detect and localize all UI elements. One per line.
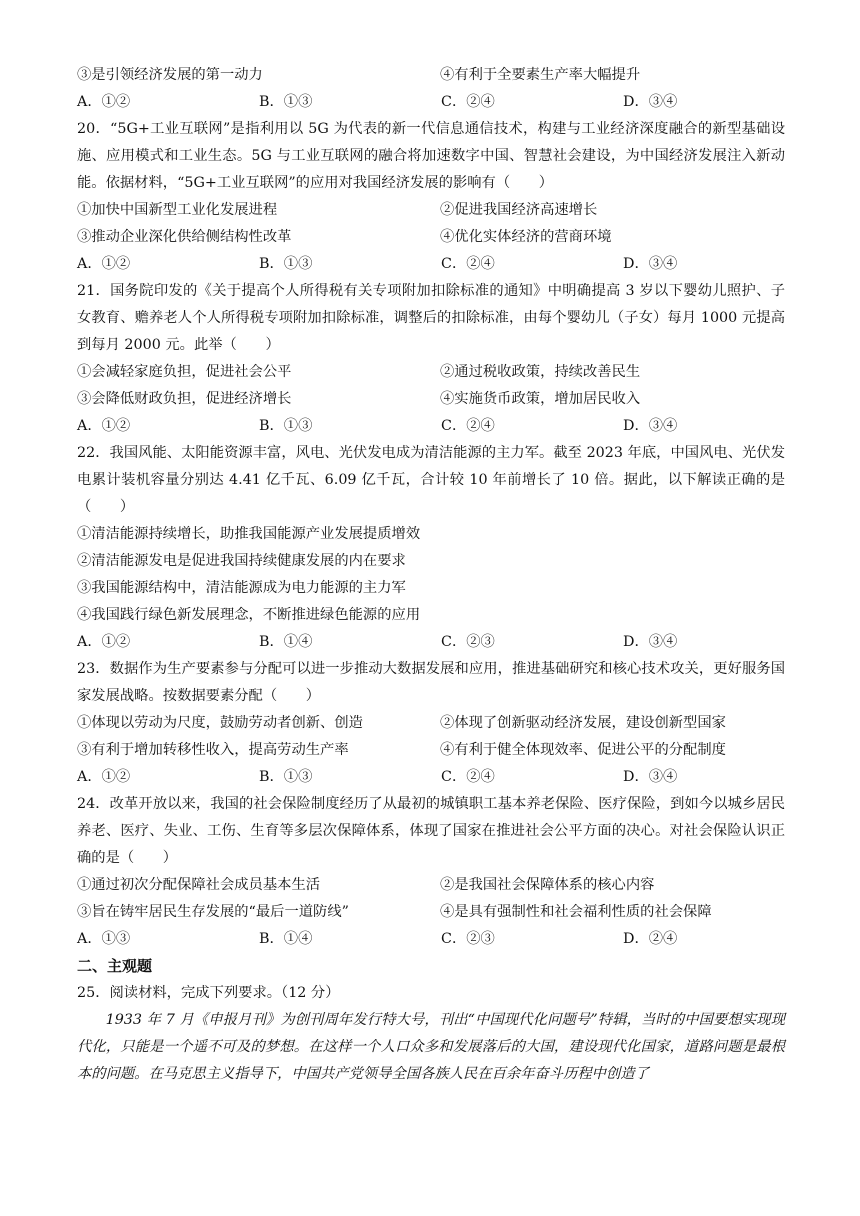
q20-options-row-2 <box>77 224 785 251</box>
q21-option-4: ④实施货币政策，增加居民收入 <box>440 391 641 407</box>
q21-stem: 21．国务院印发的《关于提高个人所得税有关专项附加扣除标准的通知》中明确提高 3 岁以下婴幼儿照护、子女教育、赡养老人个人所得税专项附加扣除标准，调整后的扣除标准，由每个婴幼儿（子女）每月 1000 元提高到每月 2000 元。此举（ ） <box>77 283 785 353</box>
q20-answer-b: B．①③ <box>259 256 313 272</box>
q22-stem: 22．我国风能、太阳能资源丰富，风电、光伏发电成为清洁能源的主力军。截至 2023 年底，中国风电、光伏发电累计装机容量分别达 4.41 亿千瓦、6.09 亿千瓦，合计较 10 年前增长了 10 倍。据此，以下解读正确的是（ ） <box>77 445 785 515</box>
q20-options-row-1 <box>77 197 785 224</box>
q25-material: 1933 年 7 月《申报月刊》为创刊周年发行特大号，刊出“中国现代化问题号”特辑，当时的中国要想实现现代化，只能是一个遥不可及的梦想。在这样一个人口众多和发展落后的大国，建设现代化国家，道路问题是最根本的问题。在马克思主义指导下，中国共产党领导全国各族人民在百余年奋斗历程中创造了 <box>77 1012 785 1082</box>
q23-options-row-2 <box>77 737 785 764</box>
q22-answer-c: C．②③ <box>441 634 495 650</box>
q20-answers <box>77 251 785 278</box>
q19-option-3: ③是引领经济发展的第一动力 <box>77 67 263 83</box>
q19-answers <box>77 89 785 116</box>
q21-options-row-2 <box>77 386 785 413</box>
q20-answer-a: A．①② <box>77 256 131 272</box>
q21-answer-a: A．①② <box>77 418 131 434</box>
q24-option-4: ④是具有强制性和社会福利性质的社会保障 <box>440 904 712 920</box>
q22-answer-a: A．①② <box>77 634 131 650</box>
q23-option-1: ①体现以劳动为尺度，鼓励劳动者创新、创造 <box>77 715 363 731</box>
q21-answers <box>77 413 785 440</box>
q23-option-4: ④有利于健全体现效率、促进公平的分配制度 <box>440 742 726 758</box>
q24-options-row-1 <box>77 872 785 899</box>
q23-answer-d: D．③④ <box>623 769 678 785</box>
q20-answer-d: D．③④ <box>623 256 678 272</box>
q22-option-4: ④我国践行绿色新发展理念，不断推进绿色能源的应用 <box>77 607 421 623</box>
q24-answer-b: B．①④ <box>259 931 313 947</box>
q21-answer-b: B．①③ <box>259 418 313 434</box>
q24-option-1: ①通过初次分配保障社会成员基本生活 <box>77 877 321 893</box>
q24-stem: 24．改革开放以来，我国的社会保险制度经历了从最初的城镇职工基本养老保险、医疗保险，到如今以城乡居民养老、医疗、失业、工伤、生育等多层次保障体系，体现了国家在推进社会公平方面的决心。对社会保险认识正确的是（ ） <box>77 796 785 866</box>
q24-option-3: ③旨在铸牢居民生存发展的“最后一道防线” <box>77 904 349 920</box>
q21-option-3: ③会降低财政负担，促进经济增长 <box>77 391 292 407</box>
q22-option-3: ③我国能源结构中，清洁能源成为电力能源的主力军 <box>77 580 406 596</box>
q24-answer-c: C．②③ <box>441 931 495 947</box>
q23-answer-b: B．①③ <box>259 769 313 785</box>
q20-option-2: ②促进我国经济高速增长 <box>440 202 598 218</box>
q22-answer-d: D．③④ <box>623 634 678 650</box>
q24-option-2: ②是我国社会保障体系的核心内容 <box>440 877 655 893</box>
q20-stem: 20．“5G+工业互联网”是指利用以 5G 为代表的新一代信息通信技术，构建与工业经济深度融合的新型基础设施、应用模式和工业生态。5G 与工业互联网的融合将加速数字中国、智慧社会建设，为中国经济发展注入新动能。依据材料，“5G+工业互联网”的应用对我国经济发展的影响有（ ） <box>77 121 785 191</box>
q23-option-3: ③有利于增加转移性收入，提高劳动生产率 <box>77 742 349 758</box>
q23-stem: 23．数据作为生产要素参与分配可以进一步推动大数据发展和应用，推进基础研究和核心技术攻关，更好服务国家发展战略。按数据要素分配（ ） <box>77 661 785 704</box>
q24-answer-a: A．①③ <box>77 931 131 947</box>
q24-answers <box>77 926 785 953</box>
q20-answer-c: C．②④ <box>441 256 495 272</box>
q24-answer-d: D．②④ <box>623 931 678 947</box>
q21-options-row-1 <box>77 359 785 386</box>
q22-answers <box>77 629 785 656</box>
q24-options-row-2 <box>77 899 785 926</box>
q19-answer-d: D．③④ <box>623 94 678 110</box>
q19-answer-b: B．①③ <box>259 94 313 110</box>
q23-answer-c: C．②④ <box>441 769 495 785</box>
q20-option-3: ③推动企业深化供给侧结构性改革 <box>77 229 292 245</box>
q23-answer-a: A．①② <box>77 769 131 785</box>
section-heading: 二、主观题 <box>77 957 153 975</box>
q21-option-1: ①会减轻家庭负担，促进社会公平 <box>77 364 292 380</box>
q22-option-2: ②清洁能源发电是促进我国持续健康发展的内在要求 <box>77 553 406 569</box>
exam-page <box>77 62 785 1088</box>
q21-answer-c: C．②④ <box>441 418 495 434</box>
q23-option-2: ②体现了创新驱动经济发展，建设创新型国家 <box>440 715 726 731</box>
q21-option-2: ②通过税收政策，持续改善民生 <box>440 364 641 380</box>
q19-option-4: ④有利于全要素生产率大幅提升 <box>440 67 641 83</box>
q25-stem: 25．阅读材料，完成下列要求。（12 分） <box>77 985 340 1001</box>
q23-answers <box>77 764 785 791</box>
q19-options-row <box>77 62 785 89</box>
q19-answer-a: A．①② <box>77 94 131 110</box>
q20-option-4: ④优化实体经济的营商环境 <box>440 229 612 245</box>
q23-options-row-1 <box>77 710 785 737</box>
q22-option-1: ①清洁能源持续增长，助推我国能源产业发展提质增效 <box>77 526 421 542</box>
q22-answer-b: B．①④ <box>259 634 313 650</box>
q21-answer-d: D．③④ <box>623 418 678 434</box>
q20-option-1: ①加快中国新型工业化发展进程 <box>77 202 278 218</box>
q19-answer-c: C．②④ <box>441 94 495 110</box>
